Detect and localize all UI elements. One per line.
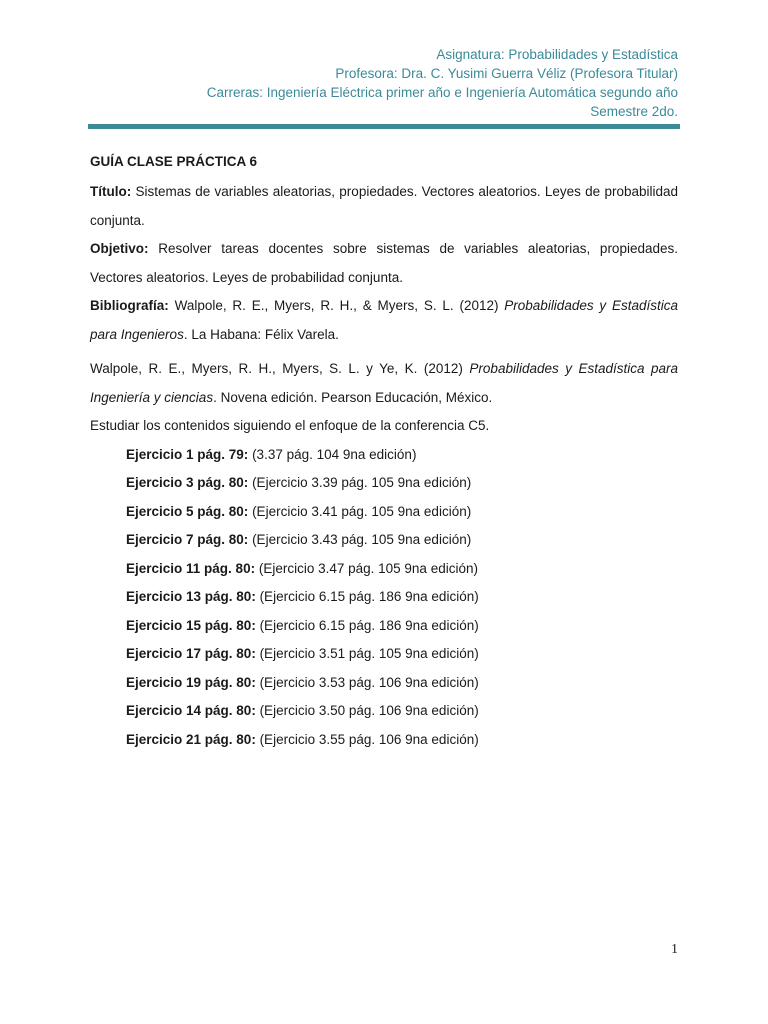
exercise-reference: (Ejercicio 3.50 pág. 106 9na edición) [255, 703, 479, 718]
exercise-item [126, 555, 678, 584]
exercise-item [126, 526, 678, 555]
exercise-label: Ejercicio 15 pág. 80: [126, 617, 256, 633]
document-header [88, 45, 678, 121]
exercise-label: Ejercicio 17 pág. 80: [126, 646, 256, 661]
bib1-authors: Walpole, R. E., Myers, R. H., & Myers, S. L. (2012) [168, 298, 505, 313]
exercise-label: Ejercicio 13 pág. 80: [126, 589, 256, 604]
exercise-reference: (Ejercicio 3.47 pág. 105 9na edición) [255, 560, 478, 576]
semester-line: Semestre 2do. [590, 104, 678, 119]
bib2-authors: Walpole, R. E., Myers, R. H., Myers, S. L. y Ye, K. (2012) [90, 361, 470, 376]
document-body [90, 150, 678, 754]
page-number: 1 [671, 942, 678, 957]
exercise-item [126, 498, 678, 527]
exercise-item [126, 612, 678, 641]
bibliography-label: Bibliografía: [90, 298, 169, 313]
bibliography-paragraph [90, 292, 678, 349]
exercise-item [126, 697, 678, 726]
exercise-reference: (Ejercicio 6.15 pág. 186 9na edición) [255, 617, 479, 633]
bib1-rest: . La Habana: Félix Varela. [183, 326, 339, 342]
objective-paragraph [90, 235, 678, 292]
guide-heading: GUÍA CLASE PRÁCTICA 6 [90, 154, 258, 169]
exercise-item [126, 669, 678, 698]
exercise-label: Ejercicio 7 pág. 80: [126, 532, 249, 547]
exercise-label: Ejercicio 3 pág. 80: [126, 475, 249, 490]
exercise-reference: (Ejercicio 6.15 pág. 186 9na edición) [255, 589, 479, 604]
exercise-item [126, 441, 678, 470]
professor-line: Profesora: Dra. C. Yusimi Guerra Véliz (Profesora Titular) [335, 66, 678, 81]
bib1-title: Probabilidades y Estadística para Ingenieros [90, 298, 678, 342]
bib2-rest: . Novena edición. Pearson Educación, México. [213, 389, 493, 405]
careers-line: Carreras: Ingeniería Eléctrica primer año e Ingeniería Automática segundo año [206, 85, 678, 100]
bibliography-second-paragraph [90, 355, 678, 412]
title-text: Sistemas de variables aleatorias, propiedades. Vectores aleatorios. Leyes de probabilidad conjunta. [90, 184, 678, 228]
study-note: Estudiar los contenidos siguiendo el enfoque de la conferencia C5. [90, 418, 490, 433]
exercise-reference: (Ejercicio 3.53 pág. 106 9na edición) [255, 674, 479, 690]
header-divider [88, 124, 680, 129]
exercise-reference: (Ejercicio 3.55 pág. 106 9na edición) [255, 731, 479, 747]
objective-label: Objetivo: [90, 241, 149, 256]
exercise-reference: (Ejercicio 3.43 pág. 105 9na edición) [248, 532, 472, 547]
exercise-reference: (Ejercicio 3.39 pág. 105 9na edición) [248, 475, 472, 490]
objective-text: Resolver tareas docentes sobre sistemas de variables aleatorias, propiedades. Vectores aleatorios. Leyes de probabilidad conjunta. [90, 241, 678, 285]
exercise-item [126, 469, 678, 498]
exercise-label: Ejercicio 11 pág. 80: [126, 560, 256, 576]
title-paragraph [90, 178, 678, 235]
exercise-label: Ejercicio 14 pág. 80: [126, 703, 256, 718]
exercise-reference: (3.37 pág. 104 9na edición) [248, 446, 417, 462]
title-label: Título: [90, 184, 132, 199]
subject-line: Asignatura: Probabilidades y Estadística [436, 47, 678, 62]
exercise-item [126, 583, 678, 612]
exercise-label: Ejercicio 1 pág. 79: [126, 446, 249, 462]
exercise-label: Ejercicio 5 pág. 80: [126, 503, 249, 519]
exercise-label: Ejercicio 21 pág. 80: [126, 731, 256, 747]
exercise-item [126, 640, 678, 669]
exercise-label: Ejercicio 19 pág. 80: [126, 674, 256, 690]
bib2-title: Probabilidades y Estadística para Ingeniería y ciencias [90, 361, 678, 405]
exercise-list [126, 441, 678, 755]
exercise-reference: (Ejercicio 3.41 pág. 105 9na edición) [248, 503, 472, 519]
exercise-reference: (Ejercicio 3.51 pág. 105 9na edición) [255, 646, 479, 661]
exercise-item [126, 726, 678, 755]
